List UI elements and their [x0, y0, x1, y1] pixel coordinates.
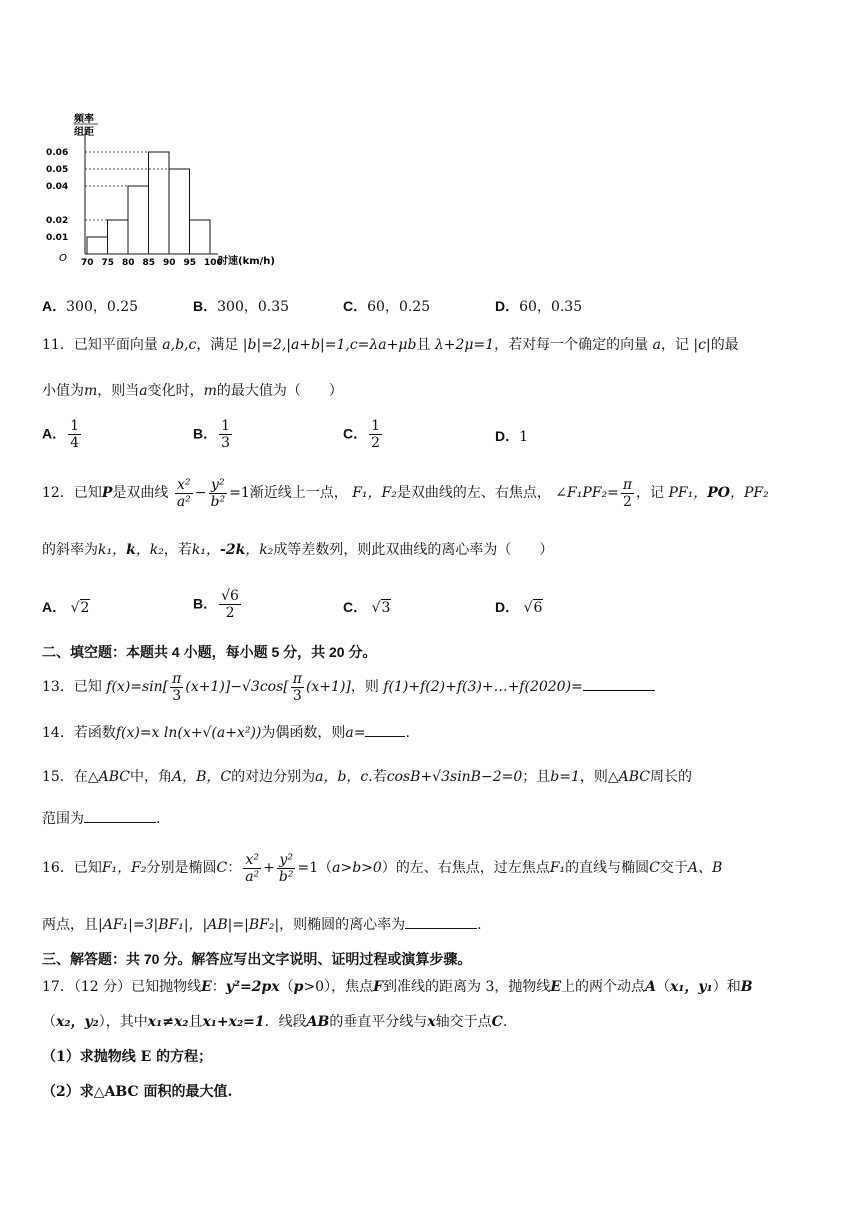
- q12-line2: 的斜率为k₁，k，k₂，若k₁，-2k，k₂成等差数列，则此双曲线的离心率为（ ）: [42, 542, 554, 558]
- q11-option-c: C． $\frac{1}{2}$: [343, 418, 381, 451]
- q12-option-a: A． √2: [42, 599, 90, 616]
- q10-option-d: D．60，0.35: [495, 298, 583, 315]
- histogram-ylabel-bottom: 组距: [74, 127, 94, 138]
- x-tick-label: 80: [122, 258, 135, 268]
- x-axis-label: 时速(km/h): [218, 256, 275, 267]
- q10-option-b: B．300，0.35: [193, 298, 290, 315]
- histogram-ylabel-top: 频率: [74, 114, 94, 125]
- x-tick-label: 95: [183, 258, 197, 268]
- q11-line2: 小值为m，则当a变化时，m的最大值为（ ）: [42, 383, 343, 399]
- histogram-bar: [149, 152, 170, 254]
- q17-line1: 17．（12 分）已知抛物线E：y²=2px（p>0），焦点F到准线的距离为 3，抛物线E上的两个动点A（x₁，y₁）和B: [42, 979, 753, 995]
- x-tick-label: 75: [101, 258, 115, 268]
- q15-line1: 15．在△ABC中，角A，B，C的对边分别为a，b，c.若cosB+√3sinB−2=0；且b=1，则△ABC周长的: [42, 769, 692, 785]
- q11-line1: 11．已知平面向量 a,b,c，满足 |b|=2,|a+b|=1,c=λa+μb且 λ+2μ=1，若对每一个确定的向量 a，记 |c|的最: [42, 337, 739, 353]
- x-tick-label: 85: [142, 258, 156, 268]
- section2-heading: 二、填空题：本题共 4 小题，每小题 5 分，共 20 分。: [42, 644, 377, 660]
- histogram-bar: [128, 186, 149, 254]
- section3-heading: 三、解答题：共 70 分。解答应写出文字说明、证明过程或演算步骤。: [42, 951, 472, 967]
- y-tick-label: 0.01: [46, 233, 69, 243]
- q11-option-b: B． $\frac{1}{3}$: [193, 418, 231, 451]
- q12-option-c: C． √3: [343, 599, 391, 616]
- y-tick-label: 0.06: [46, 148, 69, 158]
- q10-option-a: A．300，0.25: [42, 298, 139, 315]
- origin-label: O: [59, 253, 67, 264]
- q17-sub2: （2）求△ABC 面积的最大值.: [42, 1084, 233, 1100]
- x-tick-label: 100: [204, 258, 223, 268]
- q12-option-b: B． $\frac{√6}{2}$: [193, 588, 239, 621]
- histogram-bar: [190, 220, 211, 254]
- q13-line: 13．已知 f(x)=sin[ $\frac{\pi}{3}$ (x+1)]−√3cos[ $\frac{\pi}{3}$ (x+1)]，则 f(1)+f(2)+f(3)+…+f(2020)=: [42, 670, 655, 704]
- histogram-chart: [40, 112, 290, 270]
- histogram-bar: [87, 237, 108, 254]
- q11-option-a: A． $\frac{1}{4}$: [42, 418, 80, 451]
- y-tick-label: 0.05: [46, 165, 69, 175]
- q16-line1: 16．已知F₁，F₂分别是椭圆C： $\frac{\text{x²}}{\text{a²}}$ + $\frac{\text{y²}}{\text{b²}}$ =1（a>b>0）的左、右焦点，过左焦点F₁的直线与椭圆C交于A、B: [42, 851, 723, 885]
- histogram-bar: [108, 220, 129, 254]
- q17-sub1: （1）求抛物线 E 的方程；: [42, 1049, 213, 1065]
- y-tick-label: 0.02: [46, 216, 69, 226]
- x-tick-label: 70: [81, 258, 94, 268]
- q17-line2: （x₂，y₂），其中x₁≠x₂且x₁+x₂=1．线段AB的垂直平分线与x轴交于点C.: [42, 1014, 508, 1030]
- q12-option-d: D． √6: [495, 599, 543, 616]
- x-tick-label: 90: [163, 258, 176, 268]
- histogram-bar: [169, 169, 190, 254]
- q16-line2: 两点，且|AF₁|=3|BF₁|，|AB|=|BF₂|，则椭圆的离心率为 .: [42, 914, 482, 935]
- q12-line1: 12．已知P是双曲线 $\frac{\text{x²}}{\text{a²}}$ − $\frac{\text{y²}}{\text{b²}}$ =1渐近线上一点， F₁，F₂是双曲线的左、右焦点， ∠F₁PF₂= $\frac{\pi}{2}$ ，记 PF₁，PO，PF₂: [42, 476, 769, 510]
- q11-option-d: D．1: [495, 428, 529, 445]
- q14-line: 14．若函数f(x)=x ln(x+√(a+x²))为偶函数，则a= .: [42, 722, 410, 743]
- q15-line2: 范围为 .: [42, 808, 160, 829]
- q10-option-c: C．60，0.25: [343, 298, 431, 315]
- y-tick-label: 0.04: [46, 182, 69, 192]
